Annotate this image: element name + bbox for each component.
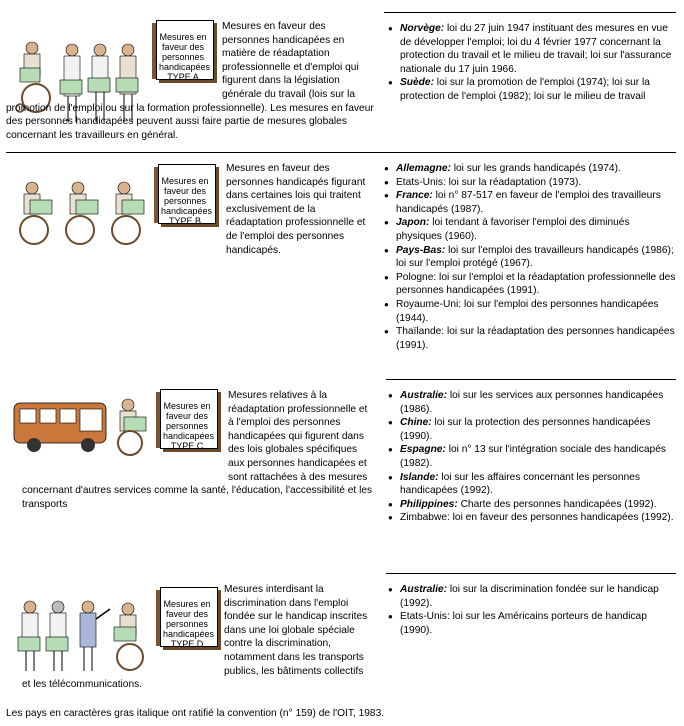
wheelchair-user-figure xyxy=(66,182,98,244)
list-item xyxy=(384,298,676,325)
country-name: Royaume-Uni: xyxy=(396,298,462,310)
country-name: Australie: xyxy=(400,390,447,401)
law-text: loi sur la protection des personnes handicapées (1990). xyxy=(400,417,651,442)
law-text: loi sur la réadaptation (1973). xyxy=(445,176,582,188)
country-name: Zimbabwe: xyxy=(400,512,450,524)
section-type-d xyxy=(0,571,684,701)
list-item xyxy=(388,22,676,76)
book-line: faveur des xyxy=(161,42,205,52)
country-name: Pays-Bas: xyxy=(396,244,446,256)
book-type-b xyxy=(154,164,216,224)
list-item xyxy=(384,176,676,190)
book-line: faveur des xyxy=(165,411,209,421)
section-type-b xyxy=(0,150,684,375)
country-name: Suède: xyxy=(400,77,434,89)
law-text: loi sur les Américains porteurs de handicap (1990). xyxy=(400,611,647,636)
country-list xyxy=(388,389,676,525)
law-text: loi sur l'emploi des personnes handicapées (1944). xyxy=(396,298,659,324)
country-name: France: xyxy=(396,190,433,202)
book-line: personnes xyxy=(165,619,209,629)
section-type-c xyxy=(0,375,684,571)
list-item xyxy=(388,76,676,103)
list-item xyxy=(388,610,676,637)
law-text: loi n° 13 sur l'intégration sociale des handicapés (1982). xyxy=(400,444,666,469)
list-item xyxy=(388,583,676,610)
book-line: Mesures en xyxy=(159,32,207,42)
country-name: Pologne: xyxy=(396,271,437,283)
law-text: loi sur les grands handicapés (1974). xyxy=(450,163,621,174)
book-line: personnes xyxy=(163,196,207,206)
law-text: loi sur les services aux personnes handicapées (1986). xyxy=(400,390,664,415)
book-type: TYPE B xyxy=(168,216,201,226)
country-name: Thaïlande: xyxy=(396,326,445,338)
wheelchair-user-figure xyxy=(20,182,52,244)
law-text: loi sur la réadaptation des personnes handicapées (1991). xyxy=(396,326,675,351)
list-item xyxy=(384,244,676,271)
wheelchair-group-illustration xyxy=(12,180,152,250)
book-line: handicapées xyxy=(161,206,213,216)
book-type: TYPE A xyxy=(167,72,199,82)
list-item xyxy=(388,416,676,443)
book-line: Mesures en xyxy=(163,401,211,411)
section-description xyxy=(226,162,374,257)
section-description xyxy=(22,389,374,511)
country-list xyxy=(384,162,676,352)
section-divider xyxy=(384,12,676,13)
footnote: Les pays en caractères gras italique ont ratifié la convention (n° 159) de l'OIT, 1983. xyxy=(6,708,385,719)
list-item xyxy=(384,271,676,298)
section-divider xyxy=(386,379,676,380)
law-text: loi tendant à favoriser l'emploi des diminués physiques (1960). xyxy=(396,217,630,242)
country-name: Espagne: xyxy=(400,444,446,456)
country-name: Norvège: xyxy=(400,23,445,34)
law-text: loi sur l'emploi des travailleurs handicapés (1986); loi sur l'emploi protégé (1967). xyxy=(396,244,674,270)
book-type: TYPE D xyxy=(170,639,204,649)
list-item xyxy=(384,216,676,243)
section-description xyxy=(22,583,374,692)
list-item xyxy=(388,498,676,512)
book-line: faveur des xyxy=(165,609,209,619)
book-line: personnes xyxy=(165,421,209,431)
list-item xyxy=(388,389,676,416)
country-name: Australie: xyxy=(400,584,447,595)
law-text: loi du 27 juin 1947 instituant des mesures en vue de développer l'emploi; loi du 4 février 1977 concernant la protection du travail et le milieu de travail; loi sur l'assurance nationale du 17 juin 1966. xyxy=(400,23,672,75)
book-line: Mesures en xyxy=(163,599,211,609)
law-text: loi sur la promotion de l'emploi (1974); loi sur la protection de l'emploi (1982); loi sur le milieu de travail xyxy=(400,77,650,102)
law-text: loi n° 87-517 en faveur de l'emploi des travailleurs handicapés (1987). xyxy=(396,190,661,215)
book-label xyxy=(161,176,213,226)
list-item xyxy=(384,189,676,216)
law-text: loi sur les affaires concernant les personnes handicapées (1992). xyxy=(400,471,640,497)
book-line: handicapées xyxy=(163,431,215,441)
book-line: faveur des xyxy=(163,186,207,196)
book-line: personnes xyxy=(161,52,205,62)
section-divider xyxy=(386,573,676,574)
country-name: Etats-Unis: xyxy=(400,611,450,623)
wheelchair-user-figure xyxy=(112,182,144,244)
law-text: loi sur l'emploi et la réadaptation professionnelle des personnes handicapées (1991). xyxy=(396,271,676,297)
country-name: Chine: xyxy=(400,417,432,429)
section-type-a xyxy=(0,0,684,150)
country-name: Philippines: xyxy=(400,498,458,510)
book-type: TYPE C xyxy=(170,441,204,451)
country-name: Allemagne: xyxy=(396,163,451,174)
list-item xyxy=(384,325,676,352)
section-description xyxy=(6,20,374,142)
law-text: Charte des personnes handicapées (1992). xyxy=(457,498,657,510)
book-line: Mesures en xyxy=(161,176,209,186)
description-text: Mesures relatives à la réadaptation professionnelle et à l'emploi des personnes handicapées qui figurent dans des lois globales spécifiques aux personnes handicapées et sont rattachées à des mesures concernant d'autres services comme la santé, l'éducation, l'accessibilité et les transports xyxy=(22,390,373,510)
description-text: Mesures en faveur des personnes handicapés figurant dans certaines lois qui traitent exclusivement de la réadaptation professionnelle et de l'emploi des personnes handicapés. xyxy=(226,163,366,256)
book-line: handicapées xyxy=(159,62,211,72)
list-item xyxy=(388,443,676,470)
description-text: Mesures interdisant la discrimination dans l'emploi fondée sur le handicap inscrites dans une loi globale spéciale contre la discrimination, notamment dans les transports publics, les bâtiments collectifs et les télécommunications. xyxy=(22,584,368,691)
list-item xyxy=(384,162,676,176)
law-text: loi en faveur des personnes handicapées (1992). xyxy=(449,512,674,524)
country-name: Etats-Unis: xyxy=(396,176,446,188)
country-list xyxy=(388,583,676,637)
law-text: loi sur la discrimination fondée sur le handicap (1992). xyxy=(400,584,659,609)
description-text: Mesures en faveur des personnes handicapées en matière de réadaptation professionnelle et d'emploi qui figurent dans la législation générale du travail (lois sur la promotion de l'emploi ou sur la formation professionnelle). Les mesures en faveur des personnes handicapées peuvent aussi faire partie de mesures globales concernant les travailleurs en général. xyxy=(6,21,374,141)
section-divider xyxy=(6,152,676,153)
country-name: Islande: xyxy=(400,471,439,483)
country-list xyxy=(388,22,676,104)
country-name: Japon: xyxy=(396,217,430,229)
book-line: handicapées xyxy=(163,629,215,639)
list-item xyxy=(388,471,676,498)
list-item xyxy=(388,511,676,525)
